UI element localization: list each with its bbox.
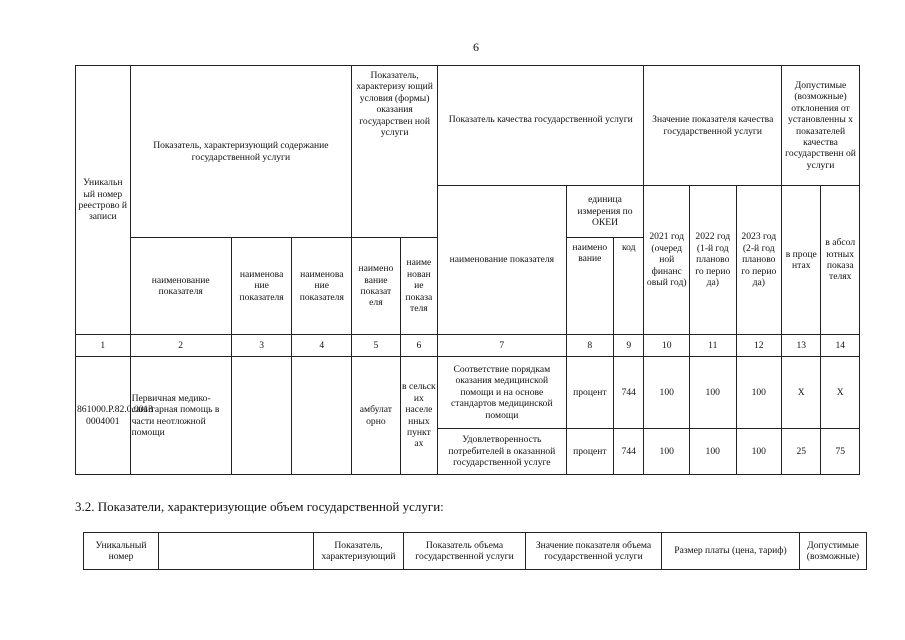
year-2023-header: 2023 год (2-й год планово го перио да) xyxy=(736,186,782,335)
content-sub-3-header: наименова ние показателя xyxy=(292,238,352,335)
volume-header: Размер платы (цена, тариф) xyxy=(662,533,800,570)
volume-header xyxy=(159,533,314,570)
value-2021-cell: 100 xyxy=(644,429,690,475)
quality-indicator-header: Показатель качества государственной услуги xyxy=(438,66,644,186)
column-number: 8 xyxy=(566,335,614,357)
column-number: 9 xyxy=(614,335,644,357)
column-number: 14 xyxy=(821,335,860,357)
column-number: 3 xyxy=(231,335,292,357)
value-2022-cell: 100 xyxy=(689,357,736,429)
column-number: 5 xyxy=(352,335,401,357)
content-1-cell: Первичная медико-санитарная помощь в части неотложной помощи xyxy=(130,357,231,475)
content-sub-1-header: наименование показателя xyxy=(130,238,231,335)
unit-name-cell: процент xyxy=(566,357,614,429)
volume-header: Значение показателя объема государственной услуги xyxy=(526,533,662,570)
deviation-header: Допустимые (возможные) отклонения от установленны х показателей качества государственн ой услуги xyxy=(782,66,860,186)
quality-value-header: Значение показателя качества государственной услуги xyxy=(644,66,782,186)
volume-indicators-table xyxy=(83,532,867,570)
value-2022-cell: 100 xyxy=(689,429,736,475)
column-number: 6 xyxy=(400,335,437,357)
registry-number-cell: 861000.Р.82.0.0013 0004001 xyxy=(76,357,131,475)
content-3-cell xyxy=(292,357,352,475)
column-number: 12 xyxy=(736,335,782,357)
content-indicator-header: Показатель, характеризующий содержание государственной услуги xyxy=(130,66,352,238)
deviation-absolute-cell: 75 xyxy=(821,429,860,475)
quality-name-header: наименование показателя xyxy=(438,186,566,335)
value-2023-cell: 100 xyxy=(736,357,782,429)
condition-sub-1-header: наимено вание показат еля xyxy=(352,238,401,335)
content-2-cell xyxy=(231,357,292,475)
table-row xyxy=(76,357,860,429)
volume-header: Уникальный номер xyxy=(84,533,159,570)
value-2021-cell: 100 xyxy=(644,357,690,429)
condition-sub-2-header: наиме нован ие показа теля xyxy=(400,238,437,335)
condition-1-cell: амбулат орно xyxy=(352,357,401,475)
section-heading: 3.2. Показатели, характеризующие объем государственной услуги: xyxy=(75,499,444,514)
year-2022-header: 2022 год (1-й год планово го перио да) xyxy=(689,186,736,335)
column-number: 11 xyxy=(689,335,736,357)
indicator-name-cell: Соответствие порядкам оказания медицинской помощи и на основе стандартов медицинской помощи xyxy=(438,357,566,429)
year-2021-header: 2021 год (очеред ной финанс овый год) xyxy=(644,186,690,335)
unit-name-cell: процент xyxy=(566,429,614,475)
registry-number-header: Уникальн ый номер реестрово й записи xyxy=(76,66,131,335)
quality-indicators-table xyxy=(75,65,860,475)
condition-2-cell: в сельск их населе нных пункт ах xyxy=(400,357,437,475)
unit-name-header: наимено вание xyxy=(566,238,614,335)
value-2023-cell: 100 xyxy=(736,429,782,475)
deviation-percent-header: в проце нтах xyxy=(782,186,821,335)
column-number: 1 xyxy=(76,335,131,357)
volume-header: Допустимые (возможные) xyxy=(800,533,867,570)
column-number: 7 xyxy=(438,335,566,357)
column-number: 10 xyxy=(644,335,690,357)
page-number: 6 xyxy=(473,40,479,54)
indicator-name-cell: Удовлетворенность потребителей в оказанной государственной услуге xyxy=(438,429,566,475)
volume-header: Показатель объема государственной услуги xyxy=(404,533,526,570)
volume-header: Показатель, характеризующий xyxy=(314,533,404,570)
deviation-percent-cell: 25 xyxy=(782,429,821,475)
column-number: 4 xyxy=(292,335,352,357)
content-sub-2-header: наименова ние показателя xyxy=(231,238,292,335)
column-number: 2 xyxy=(130,335,231,357)
unit-header: единица измерения по ОКЕИ xyxy=(566,186,644,238)
deviation-absolute-header: в абсол ютных показа телях xyxy=(821,186,860,335)
unit-code-cell: 744 xyxy=(614,357,644,429)
deviation-absolute-cell: X xyxy=(821,357,860,429)
unit-code-header: код xyxy=(614,238,644,335)
condition-indicator-header: Показатель, характеризу ющий условия (формы) оказания государствен ной услуги xyxy=(352,66,438,238)
deviation-percent-cell: X xyxy=(782,357,821,429)
unit-code-cell: 744 xyxy=(614,429,644,475)
column-number: 13 xyxy=(782,335,821,357)
